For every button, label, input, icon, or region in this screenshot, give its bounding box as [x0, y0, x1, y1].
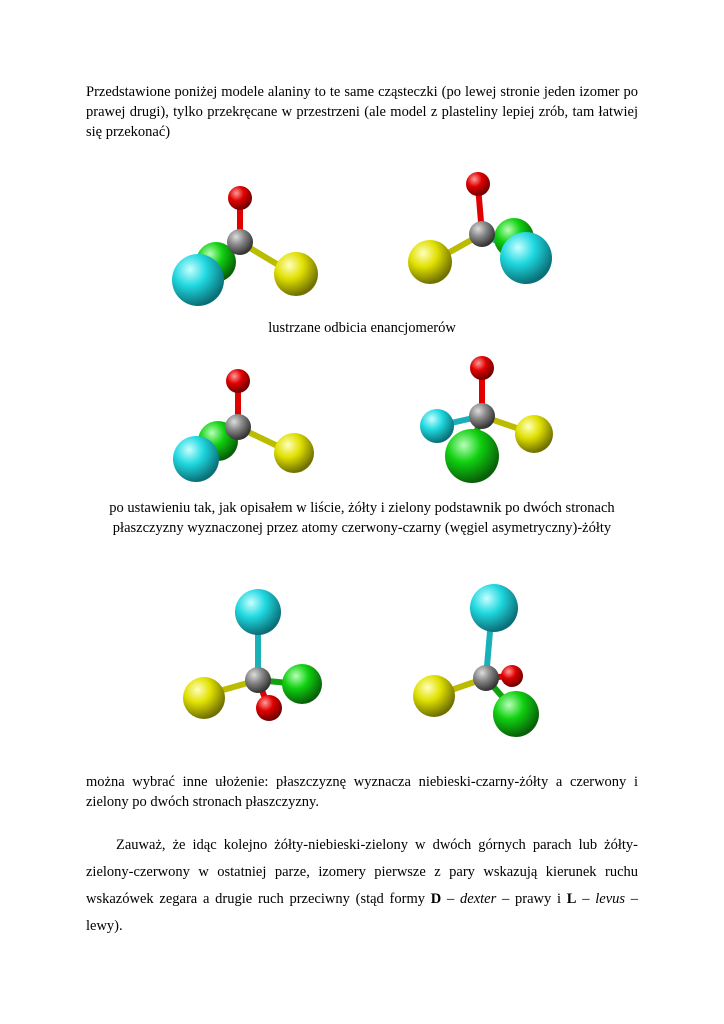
- conclusion-text-3: – prawy i: [496, 891, 567, 907]
- conclusion-word-levus: levus: [595, 891, 626, 907]
- paragraph-conclusion: [86, 832, 638, 940]
- molecule-3-left: [170, 580, 340, 730]
- caption-arrangement-1: [86, 498, 638, 538]
- conclusion-letter-l: L: [566, 891, 577, 907]
- molecule-1-right: [398, 166, 568, 296]
- conclusion-text-2: –: [441, 891, 461, 907]
- caption-mirror-images: lustrzane odbicia enancjomerów: [268, 320, 456, 336]
- molecule-3-right: [400, 578, 570, 748]
- molecule-2-left: [166, 365, 326, 495]
- caption-arrangement-1-line1: po ustawieniu tak, jak opisałem w liście, żółty i zielony podstawnik po dwóch stronach: [109, 500, 615, 516]
- molecule-2-right: [410, 350, 570, 490]
- intro-paragraph: Przedstawione poniżej modele alaniny to te same cząsteczki (po lewej stronie jeden izomer po prawej drugi), tylko przekręcane w przestrzeni (ale model z plasteliny lepiej zrób, tam łatwiej się przekonać): [86, 84, 638, 140]
- paragraph-alternative-arrangement: można wybrać inne ułożenie: płaszczyznę wyznacza niebieski-czarny-żółty a czerwony i zielony po dwóch stronach płaszczyzny.: [86, 774, 638, 810]
- conclusion-text-5: – lewy).: [86, 891, 639, 934]
- conclusion-word-dexter: dexter: [460, 891, 497, 907]
- molecule-1-left: [166, 180, 326, 310]
- conclusion-text-1: Zauważ, że idąc kolejno żółty-niebieski-zielony w dwóch górnych parach lub żółty-zielony-czerwony w ostatniej parze, izomery pierwsze z pary wskazują kierunek ruchu wskazówek zegara a drugie ruch przeciwny (stąd formy: [86, 837, 638, 907]
- conclusion-text-4: –: [576, 891, 596, 907]
- conclusion-letter-d: D: [430, 891, 442, 907]
- caption-arrangement-1-line2: płaszczyzny wyznaczonej przez atomy czerwony-czarny (węgiel asymetryczny)-żółty: [112, 520, 612, 536]
